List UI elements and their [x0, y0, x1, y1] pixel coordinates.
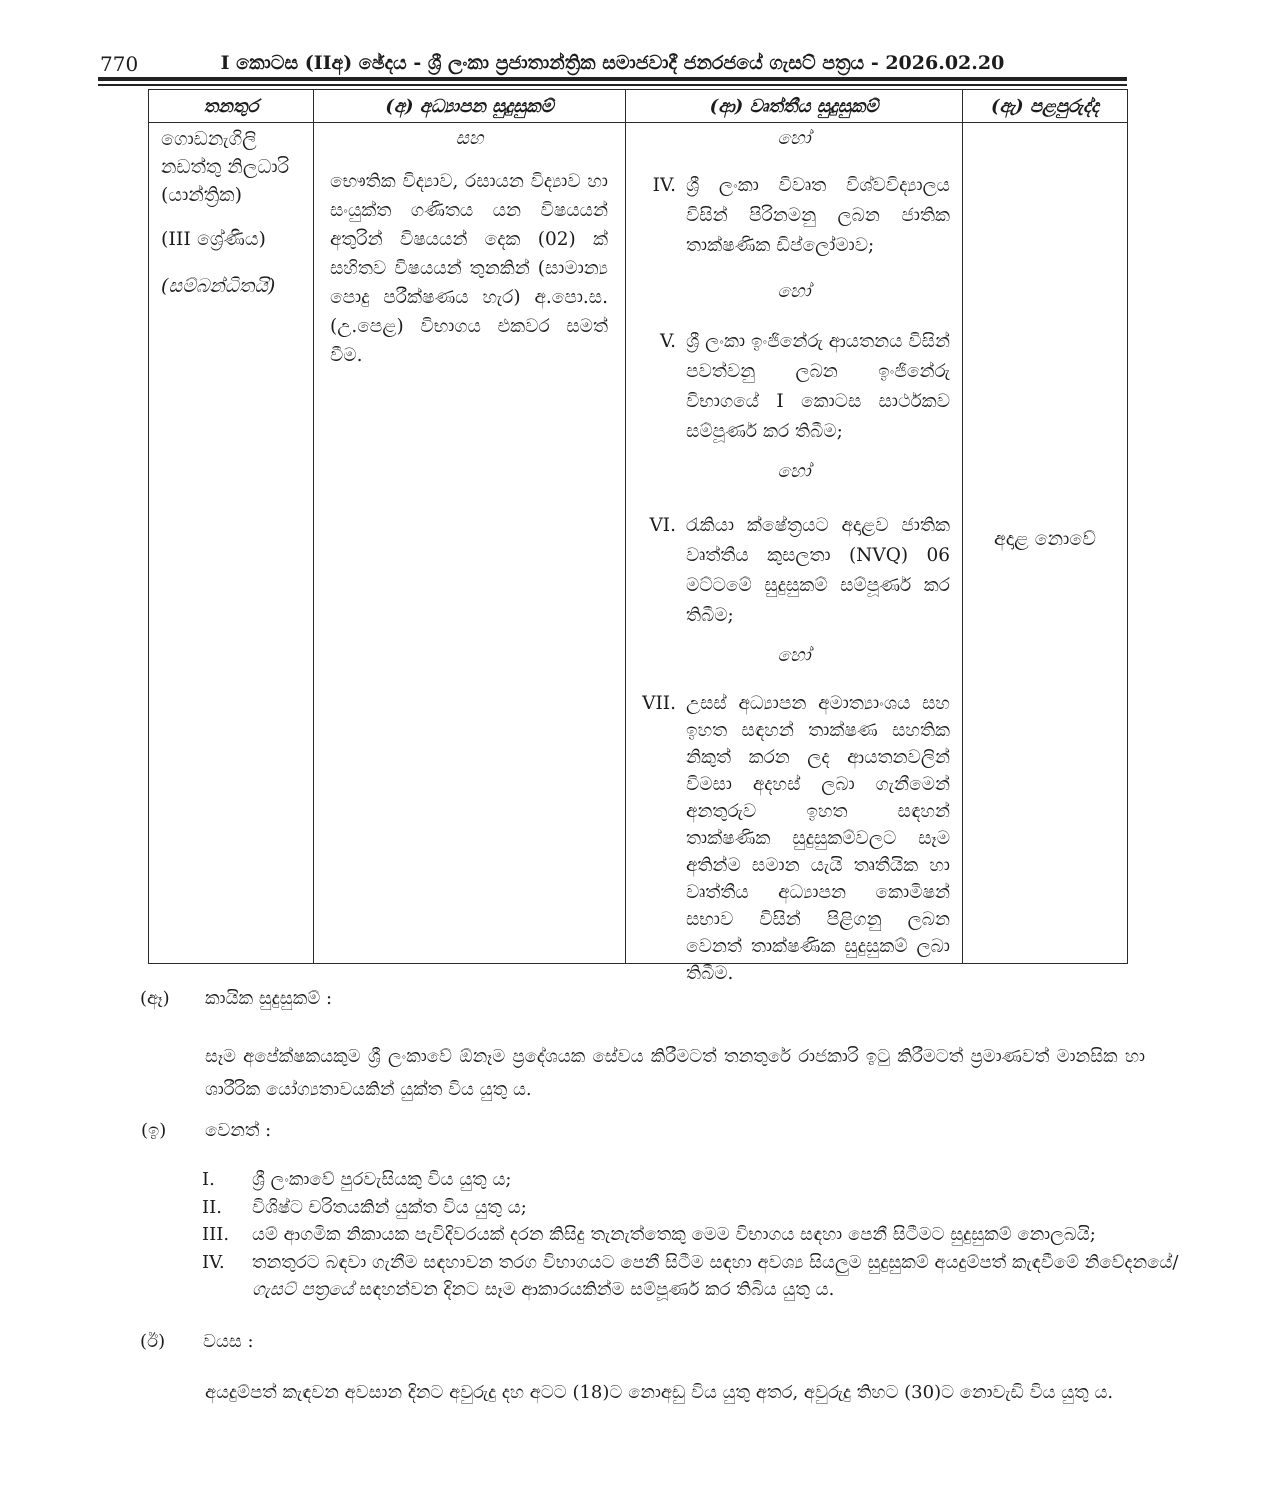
post-grade: (III ශ්‍රේණිය) — [161, 228, 266, 250]
section-physical-paragraph: සෑම අපේක්ෂකයකුම ශ්‍රී ලංකාවේ ඕනෑම ප්‍රදේශයක සේවය කිරීමටත් තනතුරේ රාජකාරි ඉටු කිරීමටත් ප්‍රමාණවත් මානසික හා ශාරීරික යෝග්‍යතාවයකින් යුක්ත විය යුතු ය. — [205, 1046, 1145, 1100]
list-item-text — [252, 1249, 1212, 1304]
or-divider-1: හෝ — [777, 128, 811, 149]
list-item-numeral: II. — [202, 1196, 222, 1218]
cell-post — [149, 123, 314, 963]
or-divider-4: හෝ — [777, 645, 811, 666]
cell-education — [314, 123, 626, 963]
list-item-numeral: I. — [202, 1169, 215, 1190]
list-item — [202, 1249, 1212, 1304]
cell-professional — [626, 123, 963, 984]
item-vii-text: උසස් අධ්‍යාපන අමාත්‍යාංශය සහ ඉහත සඳහන් තාක්ෂණ සහතික නිකුත් කරන ලද ආයතනවලින් විමසා අදහස් ලබා ගැනීමෙන් අනතුරුව ඉහත සඳහන් තාක්ෂණික සුදුසුකම්වලට සෑම අතින්ම සමාන යැයි තෘතීයික හා වෘත්තීය අධ්‍යාපන කොමිෂන් සභාව විසින් පිළිගනු ලබන වෙනත් තාක්ෂණික සුදුසුකම් ලබා තිබීම. — [686, 693, 950, 984]
list-item-text-pre: තනතුරට බඳවා ගැනීම සඳහාවන තරග විභාගයට පෙනී සිටීම සඳහා අවශ්‍ය සියලුම සුදුසුකම් අයදුම්පත් කැඳවීමේ නිවේදනයේ/ — [252, 1251, 1179, 1273]
qualification-table — [148, 89, 1128, 984]
section-age-title: වයස : — [203, 1331, 254, 1352]
education-conjunction: සහ — [455, 128, 484, 149]
list-item — [202, 1221, 1212, 1249]
item-vii-numeral: VII. — [642, 693, 676, 714]
or-divider-3: හෝ — [777, 461, 811, 482]
list-item-numeral: IV. — [202, 1251, 225, 1273]
column-header-post: තනතුර — [149, 90, 314, 122]
professional-item-vi — [640, 511, 950, 631]
item-v-text: ශ්‍රී ලංකා ඉංජිනේරු ආයතනය විසින් පවත්වනු ලබන ඉංජිනේරු විභාගයේ I කොටස සාර්ථකව සම්පූර්ණ කර තිබීම; — [686, 331, 950, 442]
section-age-label: (ඊ) — [140, 1331, 166, 1352]
page-number: 770 — [100, 52, 139, 76]
table-row — [149, 123, 1127, 984]
table-header-row — [149, 90, 1127, 123]
list-item-numeral: III. — [202, 1224, 230, 1245]
list-item-text-italic: ගැසට් පත්‍රයේ — [252, 1279, 360, 1300]
list-item-text: විශිෂ්ට චරිතයකින් යුක්ත විය යුතු ය; — [252, 1196, 527, 1218]
list-item-text-post: සඳහන්වන දිනට සෑම ආකාරයකින්ම සම්පූර්ණ කර තිබිය යුතු ය. — [359, 1279, 835, 1300]
professional-item-iv — [640, 171, 950, 261]
or-divider-2: හෝ — [777, 281, 811, 302]
item-vi-numeral: VI. — [649, 515, 676, 536]
list-item — [202, 1194, 1212, 1222]
cell-experience — [963, 123, 1127, 963]
section-physical-label: (ඈ) — [140, 988, 170, 1009]
header-rule-thin — [98, 84, 1127, 86]
post-related-note: (සම්බන්ධිතයි) — [161, 275, 276, 297]
professional-item-v — [640, 327, 950, 447]
column-header-experience: (ඇ) පළපුරුද්ද — [990, 95, 1100, 117]
column-header-education: (අ) අධ්‍යාපන සුදුසුකම් — [314, 90, 626, 122]
post-name: ගොඩනැගිලි නඩත්තු නිලධාරි (යාන්ත්‍රික) — [161, 128, 290, 206]
item-iv-text: ශ්‍රී ලංකා විවෘත විශ්වවිද්‍යාලය විසින් පිරිනමනු ලබන ජාතික තාක්ෂණික ඩිප්ලෝමාව; — [686, 175, 950, 256]
section-physical-title: කායික සුදුසුකම් : — [205, 988, 333, 1009]
section-other-label: (ඉ) — [141, 1120, 167, 1141]
experience-value: අදාළ නොවේ — [994, 528, 1096, 550]
education-paragraph: භෞතික විද්‍යාව, රසායන විද්‍යාව හා සංයුක්ත ගණිතය යන විෂයයන් අතුරින් විෂයයන් දෙක (02) ක් සහිතව විෂයයන් තුනකින් (සාමාන්‍ය පොදු පරීක්ෂණය හැර) අ.පො.ස. (උ.පෙළ) විභාගය එකවර සමත් වීම. — [330, 171, 608, 366]
professional-item-vii — [640, 690, 950, 987]
list-item — [202, 1166, 1212, 1194]
section-age-paragraph: අයදුම්පත් කැඳවන අවසාන දිනට අවුරුදු දහ අටට (18)ට නොඅඩු විය යුතු අතර, අවුරුදු තිහට (30)ට නොවැඩි විය යුතු ය. — [205, 1382, 1114, 1403]
item-v-numeral: V. — [659, 331, 676, 352]
running-header-title: I කොටස (IIඅ) ඡේදය - ශ්‍රී ලංකා ප්‍රජාතාන්ත්‍රික සමාජවාදී ජනරජයේ ගැසට් පත්‍රය - 2026.02.20 — [220, 52, 1005, 74]
column-header-professional: (ආ) වෘත්තීය සුදුසුකම් — [626, 90, 963, 122]
item-vi-text: රැකියා ක්ෂේත්‍රයට අදාළව ජාතික වෘත්තීය කුසලතා (NVQ) 06 මට්ටමේ සුදුසුකම් සම්පූර්ණ කර තිබීම; — [686, 515, 950, 626]
list-item-text: යම් ආගමික නිකායක පැවිදිවරයක් දරන කිසිදු තැනැත්තෙකු මෙම විභාගය සඳහා පෙනී සිටීමට සුදුසුකම් නොලබයි; — [252, 1224, 1096, 1245]
list-item-text: ශ්‍රී ලංකාවේ පුරවැසියකු විය යුතු ය; — [252, 1169, 512, 1190]
header-rule-thick — [98, 77, 1127, 81]
item-iv-numeral: IV. — [652, 175, 676, 196]
section-other-items — [202, 1166, 1212, 1304]
section-other-title: වෙනත් : — [205, 1120, 272, 1141]
